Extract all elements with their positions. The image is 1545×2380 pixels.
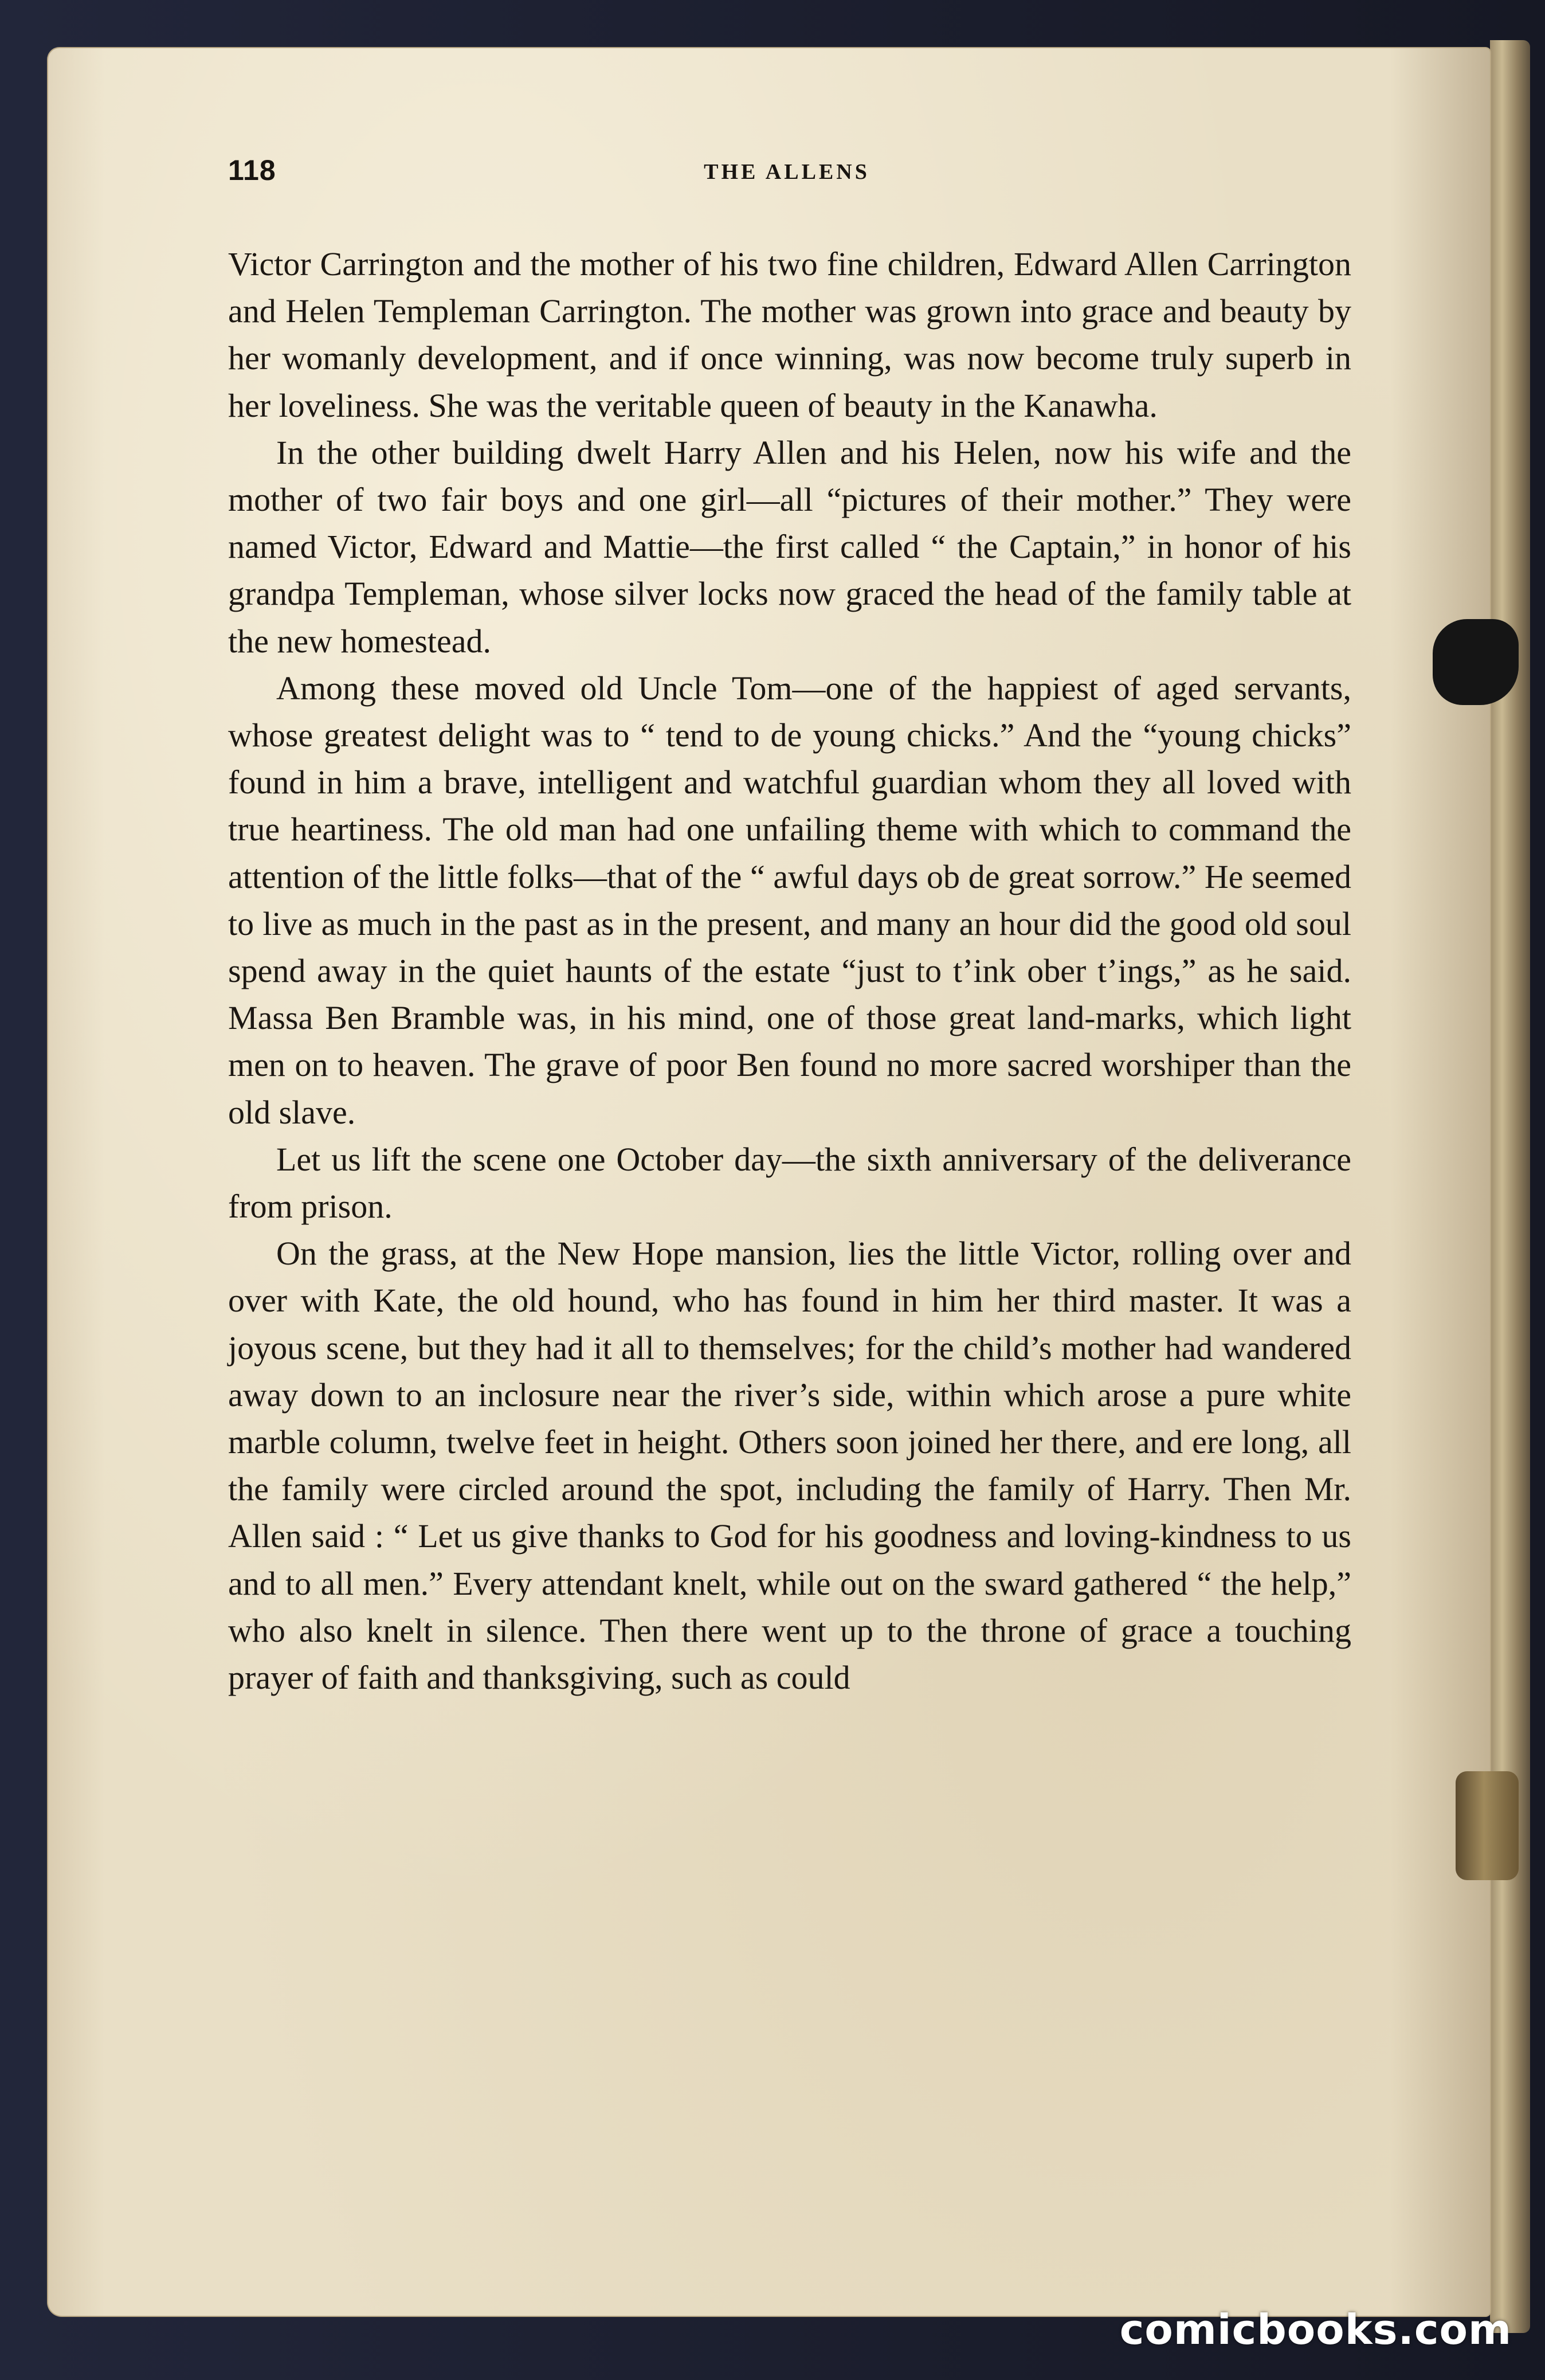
paragraph-2: In the other building dwelt Harry Allen and his Helen, now his wife and the mother of two fair boys and one girl—all “pictures of their mother.” They were named Victor, Edward and Mattie—the first called “ the Captain,” in honor of his grandpa Templeman, whose silver locks now graced the head of the family table at the new homestead. (228, 433, 1351, 660)
binding-tab-bottom (1456, 1771, 1519, 1880)
page-header (228, 154, 1346, 199)
binding-tab-top (1433, 619, 1519, 705)
watermark: comicbooks.com (1119, 2305, 1512, 2354)
running-head: THE ALLENS (704, 160, 870, 184)
page-number: 118 (228, 154, 276, 186)
paragraph-3: Among these moved old Uncle Tom—one of the happiest of aged servants, whose greatest delight was to “ tend to de young chicks.” And the “young chicks” found in him a brave, intelligent and watchful guardian whom they all loved with true heartiness. The old man had one unfailing theme with which to command the attention of the little folks—that of the “ awful days ob de great sorrow.” He seemed to live as much in the past as in the present, and many an hour did the good old soul spend away in the quiet haunts of the estate “just to t’ink ober t’ings,” as he said. Massa Ben Bramble was, in his mind, one of those great land-marks, which light men on to heaven. The grave of poor Ben found no more sacred worshiper than the old slave. (228, 669, 1351, 1131)
paragraph-5: On the grass, at the New Hope mansion, lies the little Victor, rolling over and over with Kate, the old hound, who has found in him her third master. It was a joyous scene, but they had it all to themselves; for the child’s mother had wandered away down to an inclosure near the river’s side, within which arose a pure white marble column, twelve feet in height. Others soon joined her there, and ere long, all the family were circled around the spot, including the family of Harry. Then Mr. Allen said : “ Let us give thanks to God for his goodness and loving-kindness to us and to all men.” Every attendant knelt, while out on the sward gathered “ the help,” who also knelt in silence. Then there went up to the throne of grace a touching prayer of faith and thanksgiving, such as could (228, 1235, 1351, 1697)
page-edge (1490, 40, 1530, 2333)
paragraph-1: Victor Carrington and the mother of his two fine children, Edward Allen Carrington and Helen Templeman Carrington. The mother was grown into grace and beauty by her womanly development, and if once winning, was now become truly superb in her loveliness. She was the veritable queen of beauty in the Kanawha. (228, 245, 1351, 424)
paragraph-4: Let us lift the scene one October day—the sixth anniversary of the deliverance from prison. (228, 1140, 1351, 1226)
body-text (228, 241, 1351, 1701)
